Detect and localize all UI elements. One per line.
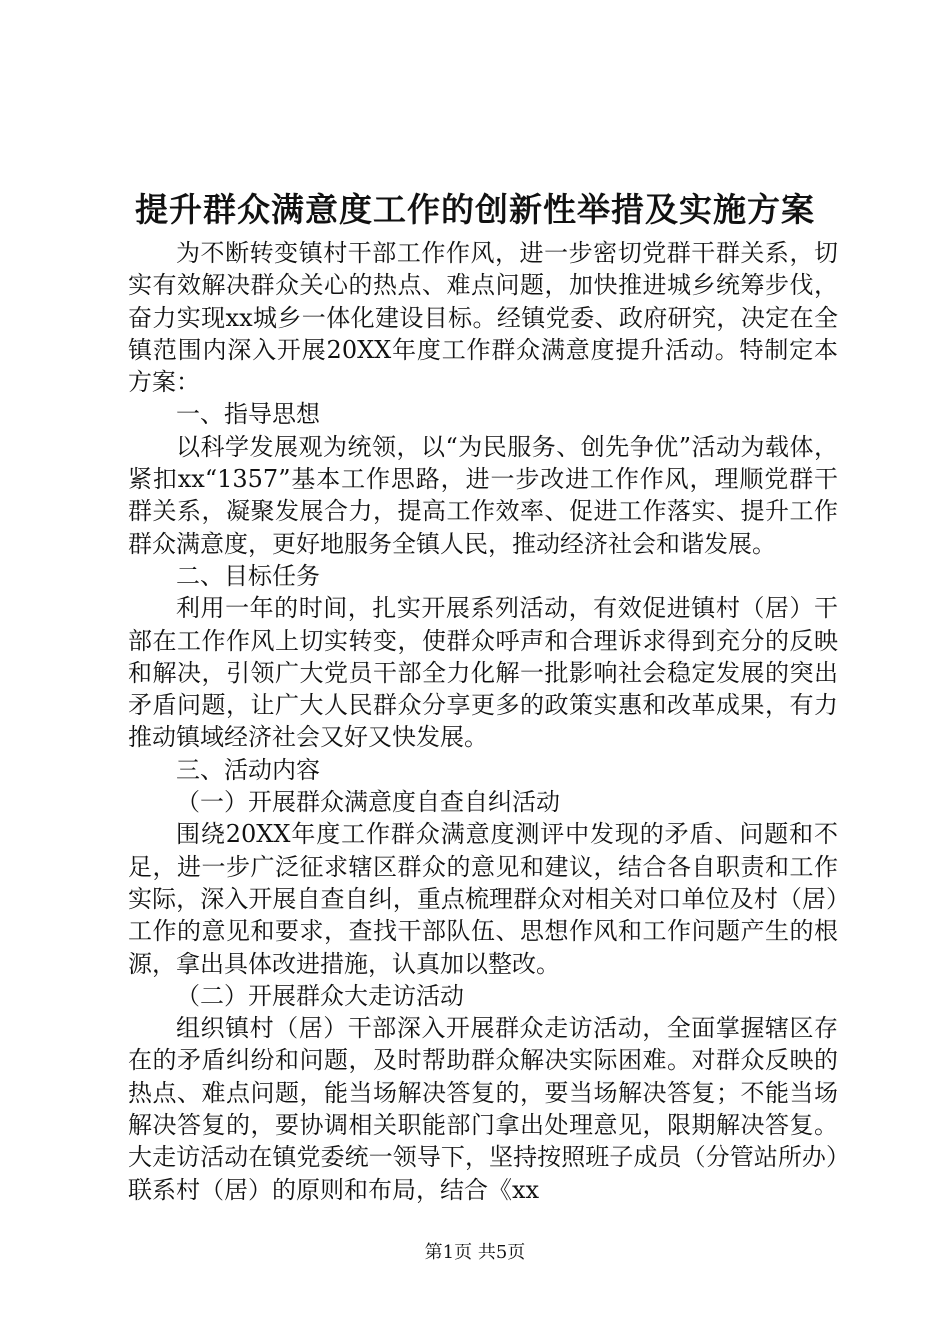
page-number-footer: 第1页 共5页 — [424, 1242, 526, 1263]
section-heading-guiding-ideology: 一、指导思想 — [176, 400, 320, 429]
section-body-goals: 利用一年的时间，扎实开展系列活动，有效促进镇村（居）干部在工作作风上切实转变，使群众呼声和合理诉求得到充分的反映和解决，引领广大党员干部全力化解一批影响社会稳定发展的突出矛盾问题，让广大人民群众分享更多的政策实惠和改革成果，有力推动镇域经济社会又好又快发展。 — [128, 594, 838, 752]
intro-paragraph: 为不断转变镇村干部工作作风，进一步密切党群干群关系，切实有效解决群众关心的热点、难点问题，加快推进城乡统筹步伐，奋力实现xx城乡一体化建设目标。经镇党委、政府研究，决定在全镇范围内深入开展20XX年度工作群众满意度提升活动。特制定本方案： — [128, 239, 838, 397]
document-title: 提升群众满意度工作的创新性举措及实施方案 — [135, 190, 815, 229]
section-heading-goals: 二、目标任务 — [176, 561, 320, 590]
subsection-body-self-check: 围绕20XX年度工作群众满意度测评中发现的矛盾、问题和不足，进一步广泛征求辖区群众的意见和建议，结合各自职责和工作实际，深入开展自查自纠，重点梳理群众对相关对口单位及村（居）工作的意见和要求，查找干部队伍、思想作风和工作问题产生的根源，拿出具体改进措施，认真加以整改。 — [128, 820, 838, 978]
section-body-guiding-ideology: 以科学发展观为统领，以“为民服务、创先争优”活动为载体，紧扣xx“1357”基本工作思路，进一步改进工作作风，理顺党群干群关系，凝聚发展合力，提高工作效率、促进工作落实、提升工作群众满意度，更好地服务全镇人民，推动经济社会和谐发展。 — [128, 432, 838, 558]
document-body — [128, 237, 838, 1206]
subsection-heading-visits: （二）开展群众大走访活动 — [176, 981, 464, 1010]
subsection-body-visits: 组织镇村（居）干部深入开展群众走访活动，全面掌握辖区存在的矛盾纠纷和问题，及时帮助群众解决实际困难。对群众反映的热点、难点问题，能当场解决答复的，要当场解决答复；不能当场解决答复的，要协调相关职能部门拿出处理意见，限期解决答复。大走访活动在镇党委统一领导下，坚持按照班子成员（分管站所办）联系村（居）的原则和布局，结合《xx — [128, 1014, 838, 1204]
section-heading-activities: 三、活动内容 — [176, 755, 320, 784]
subsection-heading-self-check: （一）开展群众满意度自查自纠活动 — [176, 788, 560, 817]
